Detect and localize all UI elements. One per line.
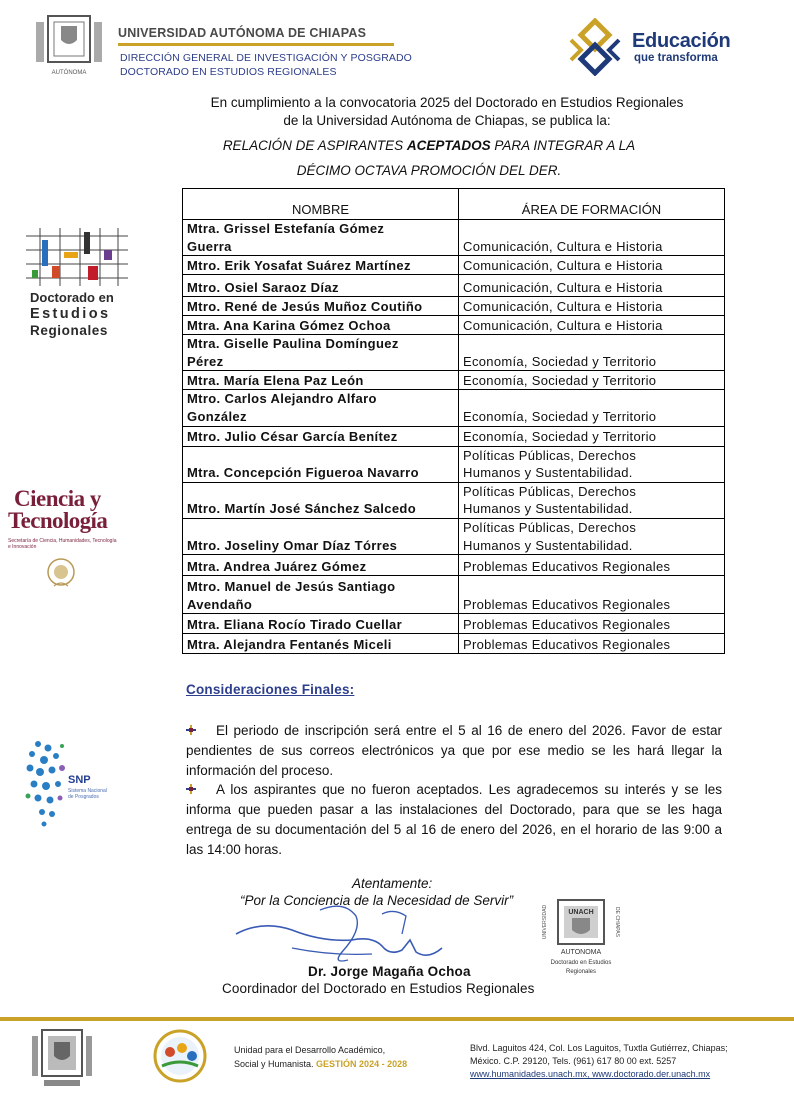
training-area: Economía, Sociedad y Territorio xyxy=(459,335,725,371)
stamp-side-right: DE CHIAPAS xyxy=(614,907,620,937)
training-area: Economía, Sociedad y Territorio xyxy=(459,426,725,446)
applicant-name: Mtro. Osiel Saraoz Díaz xyxy=(183,275,459,297)
applicant-name: Mtro. Joseliny Omar Díaz Tórres xyxy=(183,518,459,554)
training-area: Comunicación, Cultura e Historia xyxy=(459,256,725,275)
footer-website-links[interactable]: www.humanidades.unach.mx, www.doctorado.der.unach.mx xyxy=(470,1069,711,1079)
table-row xyxy=(183,426,725,446)
table-header-row xyxy=(183,189,725,220)
table-row xyxy=(183,446,725,482)
unach-footer-shield-logo xyxy=(30,1028,94,1090)
table-row xyxy=(183,482,725,518)
table-row xyxy=(183,316,725,335)
table-row xyxy=(183,555,725,576)
applicant-name: Mtra. Eliana Rocío Tirado Cuellar xyxy=(183,614,459,634)
training-area: Políticas Públicas, Derechos Humanos y Sustentabilidad. xyxy=(459,482,725,518)
applicant-name: Mtro. René de Jesús Muñoz Coutiño xyxy=(183,297,459,316)
consideration-paragraph-1: El periodo de inscripción será entre el 5 al 16 de enero del 2026. Favor de estar pendientes de sus correos electrónicos ya que por ese medio se les hará llegar la información del proceso. xyxy=(186,723,722,778)
considerations-heading: Consideraciones Finales: xyxy=(186,682,355,697)
training-area: Políticas Públicas, Derechos Humanos y Sustentabilidad. xyxy=(459,446,725,482)
list-title-pre: RELACIÓN DE ASPIRANTES xyxy=(222,138,407,153)
accepted-applicants-table xyxy=(182,188,725,654)
footer-unit-line-2 xyxy=(234,1059,407,1069)
intro-line-1: En cumplimiento a la convocatoria 2025 del Doctorado en Estudios Regionales xyxy=(210,95,684,110)
doctorado-logo-line3: Regionales xyxy=(30,323,109,338)
training-area: Comunicación, Cultura e Historia xyxy=(459,220,725,256)
ciencia-logo-line1: Ciencia y xyxy=(14,486,101,511)
brand-subtitle: que transforma xyxy=(634,52,718,64)
signer-name: Dr. Jorge Magaña Ochoa xyxy=(308,964,471,979)
table-row xyxy=(183,220,725,256)
intro-line-2: de la Universidad Autónoma de Chiapas, se publica la: xyxy=(283,113,611,128)
table-row xyxy=(183,275,725,297)
brand-title: Educación xyxy=(632,30,731,52)
training-area: Problemas Educativos Regionales xyxy=(459,555,725,576)
header-gold-rule xyxy=(118,43,394,46)
institutional-motto: “Por la Conciencia de la Necesidad de Servir” xyxy=(240,893,514,908)
applicant-name: Mtra. Giselle Paulina Domínguez Pérez xyxy=(183,335,459,371)
applicant-name: Mtra. Andrea Juárez Gómez xyxy=(183,555,459,576)
unach-shield-logo xyxy=(34,14,104,78)
stamp-line-1: AUTONOMA xyxy=(560,949,602,956)
table-row xyxy=(183,518,725,554)
doctorado-logo-grid xyxy=(22,226,132,288)
training-area: Problemas Educativos Regionales xyxy=(459,634,725,654)
applicant-name: Mtra. Concepción Figueroa Navarro xyxy=(183,446,459,482)
training-area: Comunicación, Cultura e Historia xyxy=(459,316,725,335)
table-row xyxy=(183,371,725,390)
educacion-brand-icon xyxy=(566,18,624,76)
closing-greeting: Atentamente: xyxy=(352,876,433,891)
table-row xyxy=(183,576,725,614)
applicant-name: Mtro. Carlos Alejandro Alfaro González xyxy=(183,390,459,426)
stamp-acronym: UNACH xyxy=(568,909,594,916)
stamp-line-2: Doctorado en Estudios xyxy=(550,960,612,966)
footer-address-line-1: Blvd. Laguitos 424, Col. Los Laguitos, Tuxtla Gutiérrez, Chiapas; xyxy=(470,1043,728,1053)
footer-gestion-period: GESTIÓN 2024 - 2028 xyxy=(316,1059,408,1069)
snp-subtitle: Sistema Nacional de Posgrados xyxy=(68,788,107,800)
snp-title: SNP xyxy=(68,774,91,786)
direction-name: DIRECCIÓN GENERAL DE INVESTIGACIÓN Y POSGRADO xyxy=(120,52,412,64)
applicant-name: Mtra. Ana Karina Gómez Ochoa xyxy=(183,316,459,335)
signer-role: Coordinador del Doctorado en Estudios Regionales xyxy=(222,981,535,996)
training-area: Problemas Educativos Regionales xyxy=(459,576,725,614)
table-row xyxy=(183,297,725,316)
training-area: Comunicación, Cultura e Historia xyxy=(459,297,725,316)
doctorado-official-stamp xyxy=(534,896,628,982)
training-area: Políticas Públicas, Derechos Humanos y Sustentabilidad. xyxy=(459,518,725,554)
training-area: Economía, Sociedad y Territorio xyxy=(459,371,725,390)
consideration-paragraph-2: A los aspirantes que no fueron aceptados. Les agradecemos su interés y se les informa que pueden pasar a las instalaciones del Doctorado, para que se les haga entrega de su documentación del 5 al 16 de enero del 2026, en el horario de las 9:00 a las 14:00 horas. xyxy=(186,782,722,857)
column-header-name: NOMBRE xyxy=(183,189,459,220)
table-row xyxy=(183,335,725,371)
list-title-emphasis: ACEPTADOS xyxy=(406,138,491,153)
table-row xyxy=(183,634,725,654)
footer-address-line-2: México. C.P. 29120, Tels. (961) 617 80 00 ext. 5257 xyxy=(470,1056,677,1066)
column-header-area: ÁREA DE FORMACIÓN xyxy=(459,189,725,220)
list-title-line-1 xyxy=(150,138,708,153)
applicant-name: Mtro. Julio César García Benítez xyxy=(183,426,459,446)
list-title-line-2: DÉCIMO OCTAVA PROMOCIÓN DEL DER. xyxy=(296,163,562,178)
footer-gold-rule xyxy=(0,1017,794,1021)
applicant-name: Mtra. María Elena Paz León xyxy=(183,371,459,390)
doctorado-logo-line2: Estudios xyxy=(30,306,111,322)
ciencia-logo-line2: Tecnología xyxy=(8,508,108,533)
university-name: UNIVERSIDAD AUTÓNOMA DE CHIAPAS xyxy=(118,26,367,40)
table-row xyxy=(183,256,725,275)
footer-unit-text: Social y Humanista. xyxy=(234,1059,317,1069)
training-area: Problemas Educativos Regionales xyxy=(459,614,725,634)
applicant-name: Mtro. Erik Yosafat Suárez Martínez xyxy=(183,256,459,275)
applicant-name: Mtra. Alejandra Fentanés Miceli xyxy=(183,634,459,654)
table-row xyxy=(183,614,725,634)
seal-label: AUTÓNOMA xyxy=(51,70,87,76)
applicant-name: Mtro. Martín José Sánchez Salcedo xyxy=(183,482,459,518)
table-row xyxy=(183,390,725,426)
training-area: Economía, Sociedad y Territorio xyxy=(459,390,725,426)
applicant-name: Mtra. Grissel Estefanía Gómez Guerra xyxy=(183,220,459,256)
gestion-emblem-logo xyxy=(148,1028,212,1084)
stamp-side-left: UNIVERSIDAD xyxy=(542,904,548,940)
list-title-post: PARA INTEGRAR A LA xyxy=(490,138,636,153)
stamp-line-3: Regionales xyxy=(565,969,597,975)
footer-unit-line-1: Unidad para el Desarrollo Académico, xyxy=(234,1045,386,1055)
program-name: DOCTORADO EN ESTUDIOS REGIONALES xyxy=(120,66,337,78)
doctorado-logo-line1: Doctorado en xyxy=(30,290,114,305)
ciencia-logo-subtitle: Secretaría de Ciencia, Humanidades, Tecnología e Innovación xyxy=(8,538,117,550)
applicant-name: Mtro. Manuel de Jesús Santiago Avendaño xyxy=(183,576,459,614)
training-area: Comunicación, Cultura e Historia xyxy=(459,275,725,297)
national-seal-icon xyxy=(46,556,76,590)
